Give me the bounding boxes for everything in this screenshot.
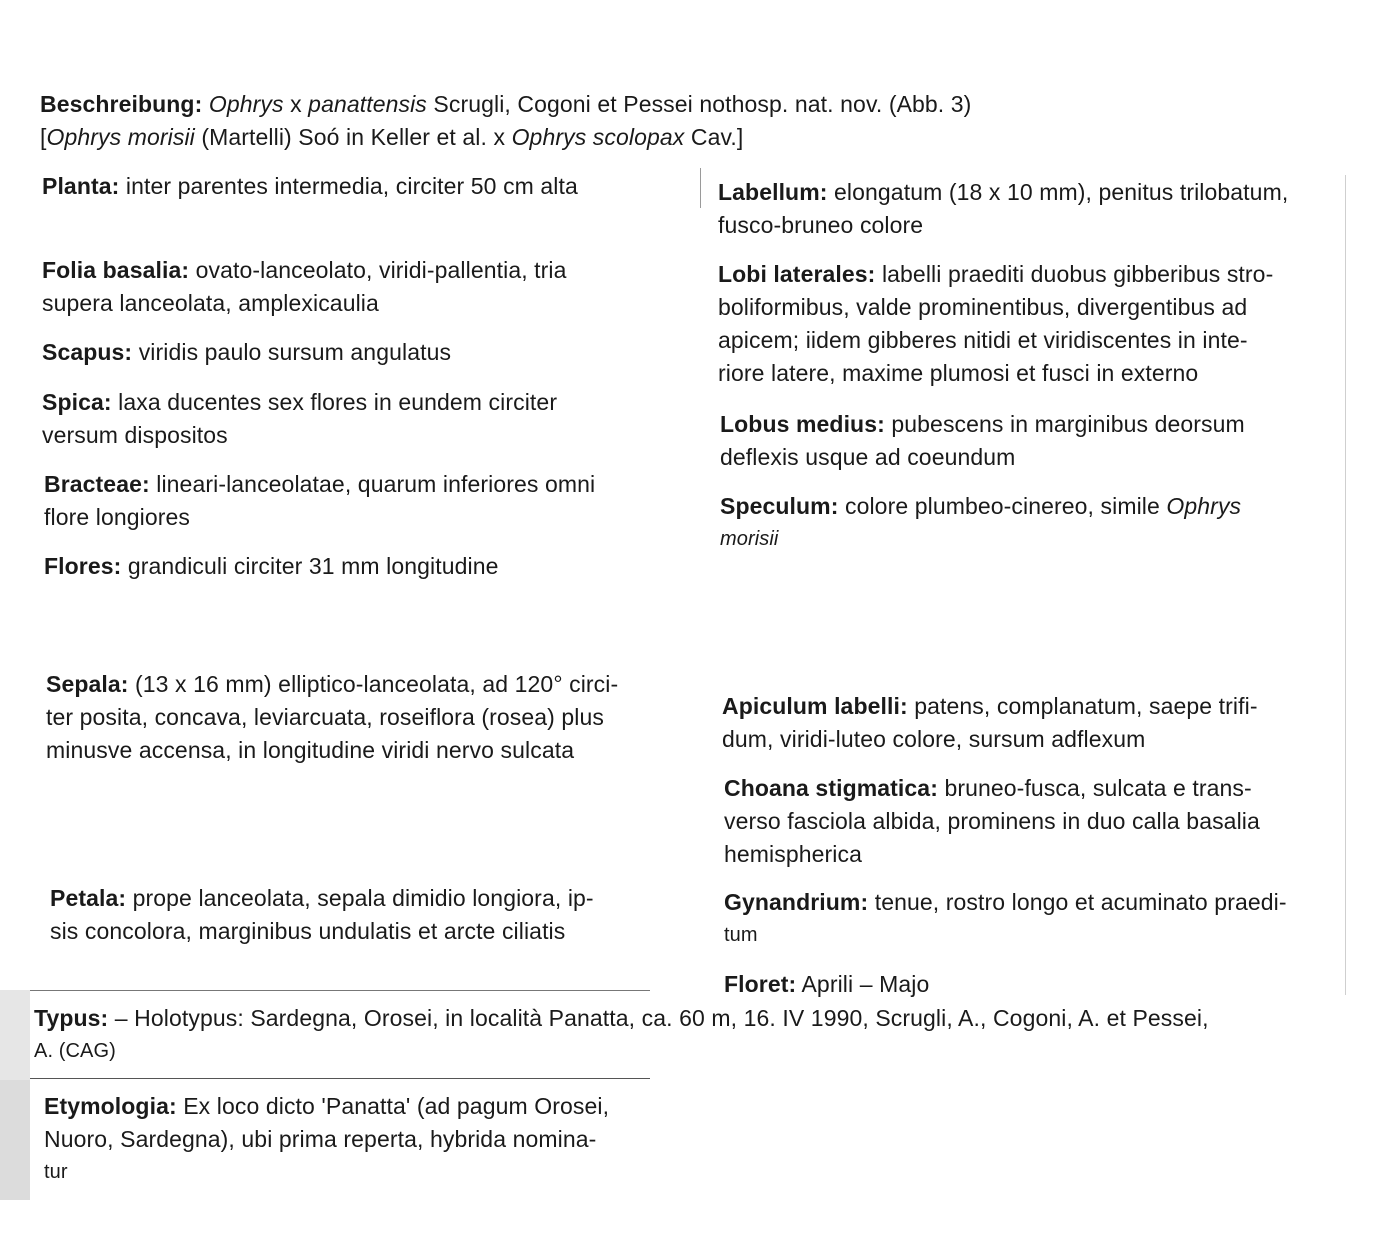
labellum-line2: fusco-bruneo colore — [718, 212, 924, 238]
petala-line2: sis concolora, marginibus undulatis et arcte ciliatis — [50, 918, 566, 944]
sepala-label: Sepala: — [46, 671, 129, 697]
spica-entry — [42, 386, 662, 452]
header-label: Beschreibung: — [40, 91, 203, 117]
lobi-line3: apicem; iidem gibberes nitidi et viridiscentes in inte- — [718, 327, 1248, 353]
labellum-label: Labellum: — [718, 179, 828, 205]
floret-entry — [724, 968, 1344, 1001]
spica-label: Spica: — [42, 389, 112, 415]
parent2-author: Cav.] — [690, 124, 744, 150]
bracteae-line1: lineari-lanceolatae, quarum inferiores omni — [156, 471, 596, 497]
floret-text: Aprili – Majo — [801, 971, 930, 997]
speculum-italic-genus: Ophrys — [1166, 493, 1242, 519]
speculum-line1: colore plumbeo-cinereo, simile — [844, 493, 1160, 519]
section-rule — [30, 1078, 650, 1079]
speculum-italic-species: morisii — [720, 528, 779, 550]
column-edge — [1345, 175, 1346, 995]
etymologia-label: Etymologia: — [44, 1093, 177, 1119]
folia-label: Folia basalia: — [42, 257, 190, 283]
parent2-name: Ophrys scolopax — [511, 124, 685, 150]
lobi-laterales-label: Lobi laterales: — [718, 261, 876, 287]
apiculum-line1: patens, complanatum, saepe trifi- — [914, 693, 1258, 719]
folia-line2: supera lanceolata, amplexicaulia — [42, 290, 379, 316]
speculum-entry — [720, 490, 1340, 556]
choana-line3: hemispherica — [724, 841, 862, 867]
labellum-line1: elongatum (18 x 10 mm), penitus trilobatum, — [834, 179, 1289, 205]
hybrid-sign: x — [290, 91, 302, 117]
bracket-open: [ — [40, 124, 47, 150]
flores-text: grandiculi circiter 31 mm longitudine — [127, 553, 499, 579]
sepala-line2: ter posita, concava, leviarcuata, roseiflora (rosea) plus — [46, 704, 604, 730]
authors: Scrugli, Cogoni et Pessei nothosp. nat. nov. (Abb. 3) — [433, 91, 972, 117]
typus-line1: – Holotypus: Sardegna, Orosei, in località Panatta, ca. 60 m, 16. IV 1990, Scrugli, A., Cogoni, A. et Pessei, — [114, 1005, 1209, 1031]
flores-entry — [44, 550, 664, 583]
flores-label: Flores: — [44, 553, 122, 579]
lobi-line2: boliformibus, valde prominentibus, divergentibus ad — [718, 294, 1248, 320]
planta-text: inter parentes intermedia, circiter 50 cm alta — [125, 173, 578, 199]
gynandrium-line1: tenue, rostro longo et acuminato praedi- — [874, 889, 1287, 915]
gynandrium-label: Gynandrium: — [724, 889, 869, 915]
scapus-text: viridis paulo sursum angulatus — [138, 339, 452, 365]
scan-shadow — [0, 1080, 30, 1200]
lobus-medius-label: Lobus medius: — [720, 411, 885, 437]
genus-name: Ophrys — [208, 91, 284, 117]
planta-entry — [42, 170, 662, 203]
lobus-line1: pubescens in marginibus deorsum — [891, 411, 1245, 437]
bracteae-entry — [44, 468, 664, 534]
sepala-line1: (13 x 16 mm) elliptico-lanceolata, ad 120° circi- — [135, 671, 619, 697]
gynandrium-entry — [724, 886, 1344, 952]
gynandrium-line2: tum — [724, 924, 758, 946]
planta-label: Planta: — [42, 173, 120, 199]
speculum-label: Speculum: — [720, 493, 839, 519]
choana-line2: verso fasciola albida, prominens in duo calla basalia — [724, 808, 1260, 834]
sepala-entry — [46, 668, 666, 767]
folia-line1: ovato-lanceolato, viridi-pallentia, tria — [195, 257, 567, 283]
column-edge — [700, 168, 701, 208]
choana-line1: bruneo-fusca, sulcata e trans- — [944, 775, 1252, 801]
parent1-author: (Martelli) Soó in Keller et al. x — [201, 124, 506, 150]
spica-line1: laxa ducentes sex flores in eundem circiter — [118, 389, 558, 415]
lobi-line1: labelli praediti duobus gibberibus stro- — [881, 261, 1274, 287]
section-rule — [30, 990, 650, 991]
lobi-laterales-entry — [718, 258, 1338, 390]
apiculum-line2: dum, viridi-luteo colore, sursum adflexum — [722, 726, 1146, 752]
etymologia-entry — [44, 1090, 664, 1189]
apiculum-entry — [722, 690, 1342, 756]
floret-label: Floret: — [724, 971, 797, 997]
epithet-name: panattensis — [308, 91, 427, 117]
bracteae-label: Bracteae: — [44, 471, 150, 497]
scapus-entry — [42, 336, 662, 369]
spica-line2: versum dispositos — [42, 422, 228, 448]
typus-entry — [34, 1002, 1354, 1068]
lobi-line4: riore latere, maxime plumosi et fusci in externo — [718, 360, 1199, 386]
description-header — [40, 88, 1360, 154]
typus-line2: A. (CAG) — [34, 1040, 116, 1062]
etymologia-line3: tur — [44, 1161, 68, 1183]
typus-label: Typus: — [34, 1005, 109, 1031]
sepala-line3: minusve accensa, in longitudine viridi nervo sulcata — [46, 737, 575, 763]
apiculum-label: Apiculum labelli: — [722, 693, 908, 719]
choana-label: Choana stigmatica: — [724, 775, 938, 801]
parent1-name: Ophrys morisii — [46, 124, 195, 150]
scapus-label: Scapus: — [42, 339, 133, 365]
bracteae-line2: flore longiores — [44, 504, 190, 530]
choana-entry — [724, 772, 1344, 871]
petala-label: Petala: — [50, 885, 127, 911]
etymologia-line2: Nuoro, Sardegna), ubi prima reperta, hybrida nomina- — [44, 1126, 597, 1152]
folia-entry — [42, 254, 662, 320]
labellum-entry — [718, 176, 1338, 242]
petala-entry — [50, 882, 670, 948]
lobus-line2: deflexis usque ad coeundum — [720, 444, 1016, 470]
petala-line1: prope lanceolata, sepala dimidio longiora, ip- — [132, 885, 594, 911]
lobus-medius-entry — [720, 408, 1340, 474]
etymologia-line1: Ex loco dicto 'Panatta' (ad pagum Orosei, — [183, 1093, 610, 1119]
